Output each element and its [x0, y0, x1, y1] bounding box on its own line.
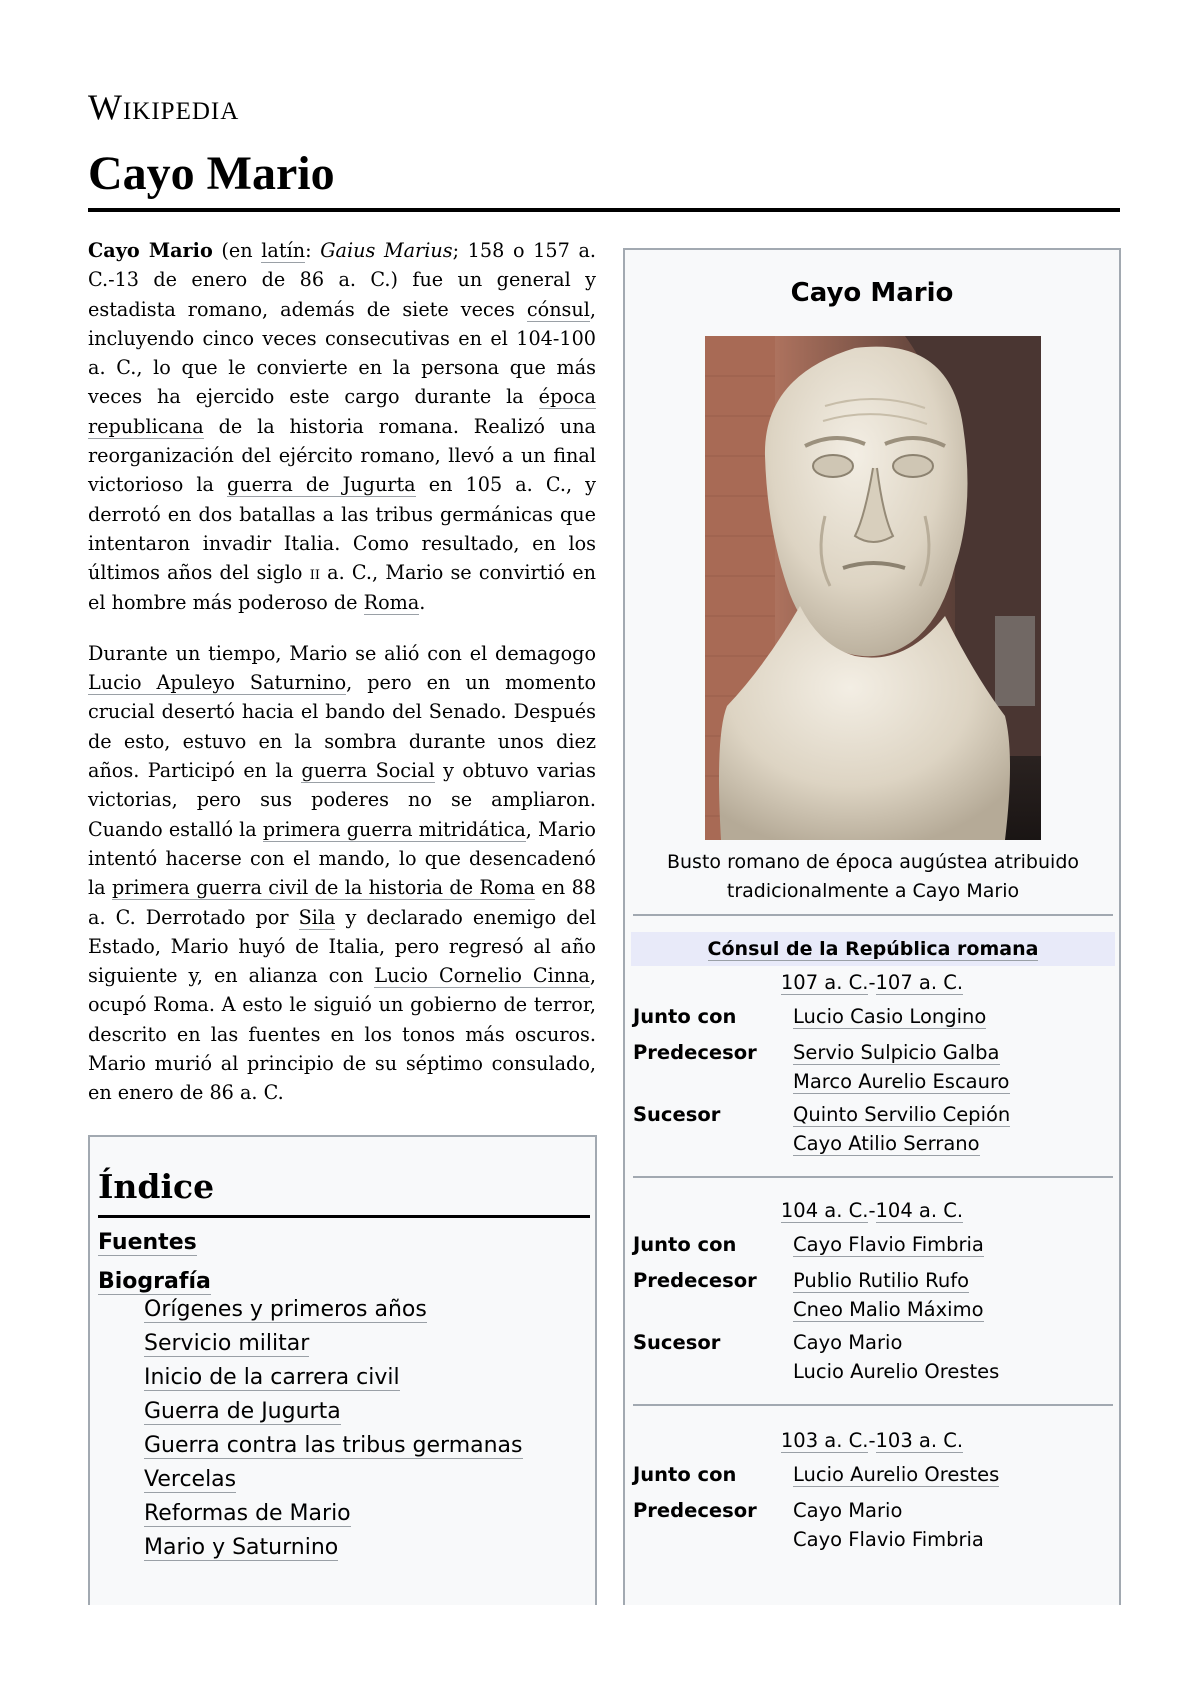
infobox-divider	[633, 914, 1113, 916]
toc-subitem[interactable]: Orígenes y primeros años	[144, 1297, 427, 1322]
link-roma[interactable]: Roma	[363, 590, 420, 614]
person-link[interactable]: Lucio Aurelio Orestes	[793, 1463, 1000, 1486]
person-name: Cayo Mario	[793, 1499, 903, 1522]
person-link[interactable]: Cayo Flavio Fimbria	[793, 1233, 984, 1256]
person-link[interactable]: Publio Rutilio Rufo	[793, 1269, 970, 1292]
bust-image[interactable]	[705, 336, 1041, 840]
link-consul[interactable]: cónsul	[526, 297, 590, 321]
term-start-link[interactable]: 104 a. C.	[780, 1199, 869, 1222]
infobox-title: Cayo Mario	[790, 278, 954, 308]
toc-subitem[interactable]: Reformas de Mario	[144, 1501, 351, 1526]
toc-subitem[interactable]: Guerra de Jugurta	[144, 1399, 341, 1424]
person-link[interactable]: Marco Aurelio Escauro	[793, 1070, 1010, 1093]
term-start-link[interactable]: 107 a. C.	[780, 971, 869, 994]
toc-divider	[98, 1215, 590, 1218]
person-link[interactable]: Lucio Casio Longino	[793, 1005, 987, 1028]
term-dates: 107 a. C.-107 a. C.	[780, 971, 964, 994]
infobox-divider	[633, 1404, 1113, 1406]
link-guerra-mitridatica[interactable]: primera guerra mitridática	[262, 817, 526, 841]
table-of-contents	[88, 1135, 597, 1605]
article-subject: Cayo Mario	[88, 239, 213, 262]
logo-text: Wikipedia	[88, 87, 240, 127]
link-guerra-social[interactable]: guerra Social	[301, 759, 435, 783]
toc-subitem[interactable]: Vercelas	[144, 1467, 237, 1492]
link-guerra-civil[interactable]: primera guerra civil de la historia de Roma	[111, 876, 536, 900]
person-name: Cayo Flavio Fimbria	[793, 1528, 984, 1551]
link-saturnino[interactable]: Lucio Apuleyo Saturnino	[88, 671, 347, 695]
page-title: Cayo Mario	[88, 147, 335, 200]
person-link[interactable]: Quinto Servilio Cepión	[793, 1103, 1011, 1126]
article-intro	[88, 236, 596, 1130]
toc-subsection-list	[144, 1293, 587, 1565]
term-end-link[interactable]: 103 a. C.	[875, 1429, 964, 1452]
toc-subitem[interactable]: Servicio militar	[144, 1331, 310, 1356]
link-sila[interactable]: Sila	[298, 905, 336, 929]
toc-subitem[interactable]: Inicio de la carrera civil	[144, 1365, 400, 1390]
term-dates: 103 a. C.-103 a. C.	[780, 1429, 964, 1452]
intro-paragraph-1: Cayo Mario (en latín: Gaius Marius; 158 o 157 a. C.-13 de enero de 86 a. C.) fue un general y estadista romano, además de siete veces cónsul, incluyendo cinco veces consecutivas en el 104-100 a. C., lo que le convierte en la persona que más veces ha ejercido este cargo durante la época republicana de la historia romana. Realizó una reorganización del ejército romano, llevó a un final victorioso la guerra de Jugurta en 105 a. C., y derrotó en dos batallas a las tribus germánicas que intentaron invadir Italia. Como resultado, en los últimos años del siglo ii a. C., Mario se convirtió en el hombre más poderoso de Roma.	[88, 239, 597, 614]
toc-title: Índice	[98, 1167, 215, 1206]
link-guerra-jugurta[interactable]: guerra de Jugurta	[227, 473, 416, 497]
office-header[interactable]: Cónsul de la República romana	[631, 932, 1115, 966]
term-dates: 104 a. C.-104 a. C.	[780, 1199, 964, 1222]
link-epoca-republicana[interactable]: época republicana	[88, 385, 596, 438]
person-link[interactable]: Servio Sulpicio Galba	[793, 1041, 1000, 1064]
title-divider	[88, 208, 1120, 212]
person-name: Lucio Aurelio Orestes	[793, 1360, 1000, 1383]
toc-subitem[interactable]: Guerra contra las tribus germanas	[144, 1433, 523, 1458]
image-caption: Busto romano de época augústea atribuido tradicionalmente a Cayo Mario	[666, 851, 1080, 902]
infobox-divider	[633, 1176, 1113, 1178]
intro-paragraph-2: Durante un tiempo, Mario se alió con el demagogo Lucio Apuleyo Saturnino, pero en un momento crucial desertó hacia el bando del Senado. Después de esto, estuvo en la sombra durante unos diez años. Participó en la guerra Social y obtuvo varias victorias, pero sus poderes no se ampliaron. Cuando estalló la primera guerra mitridática, Mario intentó hacerse con el mando, lo que desencadenó la primera guerra civil de la historia de Roma en 88 a. C. Derrotado por Sila y declarado enemigo del Estado, Mario huyó de Italia, pero regresó al año siguiente y, en alianza con Lucio Cornelio Cinna, ocupó Roma. A esto le siguió un gobierno de terror, descrito en las fuentes en los tonos más oscuros. Mario murió al principio de su séptimo consulado, en enero de 86 a. C.	[88, 641, 597, 1105]
toc-item-biografia[interactable]: Biografía	[98, 1269, 211, 1294]
term-start-link[interactable]: 103 a. C.	[780, 1429, 869, 1452]
marble-bust-illustration	[705, 336, 1041, 840]
century-numeral: ii	[309, 561, 320, 585]
toc-item-fuentes[interactable]: Fuentes	[98, 1230, 197, 1255]
person-link[interactable]: Cayo Atilio Serrano	[793, 1132, 980, 1155]
person-link[interactable]: Cneo Malio Máximo	[793, 1298, 984, 1321]
term-end-link[interactable]: 104 a. C.	[875, 1199, 964, 1222]
infobox: Cayo Mario Busto romano de época augústea atribuido tradicionalmente a Cayo Mario Cónsul de la República romana 107 a. C.-107 a. C. Junto con Lucio Casio Longino Predecesor Servio Sulpicio Galba Marco Aurelio Escauro Sucesor Quinto Servilio Cepión Cayo Atilio Serrano 104 a. C.-104 a. C. Junto con Cayo Flavio Fimbria Predecesor Publio Rutilio Rufo Cneo Malio Máximo Sucesor Cayo Mario Lucio Aurelio Orestes 103 a. C.-103 a. C. Junto con Lucio Aurelio Orestes Predecesor Cayo Mario Cayo Flavio Fimbria	[623, 248, 1121, 1605]
link-cinna[interactable]: Lucio Cornelio Cinna	[374, 964, 590, 988]
wikipedia-logo[interactable]	[88, 86, 239, 128]
latin-name: Gaius Marius	[320, 239, 453, 262]
link-latin[interactable]: latín	[261, 239, 306, 262]
term-end-link[interactable]: 107 a. C.	[875, 971, 964, 994]
toc-subitem[interactable]: Mario y Saturnino	[144, 1535, 339, 1560]
person-name: Cayo Mario	[793, 1331, 903, 1354]
